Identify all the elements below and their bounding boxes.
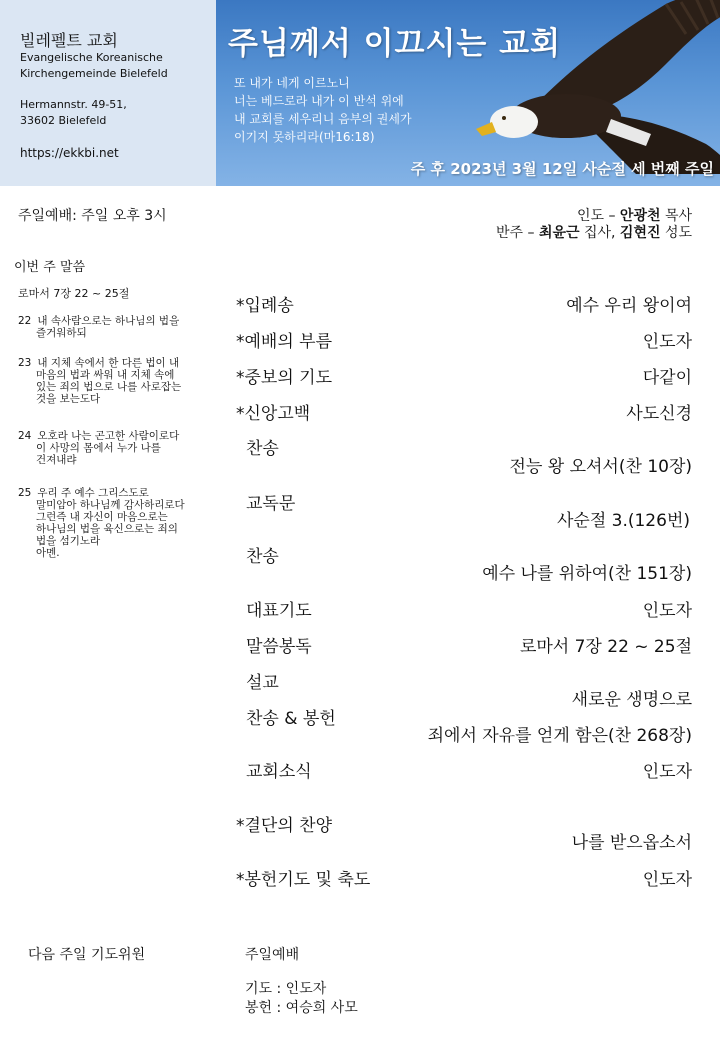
verse-text: 아멘. bbox=[36, 547, 60, 559]
order-value: 새로운 생명으로 bbox=[571, 690, 692, 710]
service-time: 주일예배: 주일 오후 3시 bbox=[18, 208, 167, 224]
church-name-german-line2: Kirchengemeinde Bielefeld bbox=[20, 67, 168, 80]
banner-verse-line: 이기지 못하리라(마16:18) bbox=[234, 130, 375, 144]
order-value: 예수 우리 왕이여 bbox=[566, 296, 692, 316]
order-value: 인도자 bbox=[642, 601, 692, 621]
verse-24 bbox=[18, 430, 218, 466]
banner-title: 주님께서 이끄시는 교회 bbox=[228, 26, 562, 62]
leader-title: 목사 bbox=[660, 208, 692, 224]
accomp-title-2: 성도 bbox=[660, 225, 692, 241]
banner-verse-line: 또 내가 네게 이르노니 bbox=[234, 76, 350, 90]
accompanist-line bbox=[496, 222, 692, 242]
address-line2: 33602 Bielefeld bbox=[20, 114, 107, 127]
order-value: 다같이 bbox=[642, 368, 692, 388]
banner-verse-line: 내 교회를 세우리니 음부의 권세가 bbox=[234, 112, 412, 126]
next-week-offering: 봉헌 : 여승희 사모 bbox=[245, 1000, 358, 1016]
leader-prefix: 인도 – bbox=[576, 208, 620, 224]
church-name: 빌레펠트 교회 bbox=[20, 31, 118, 50]
verse-text: 내 속사람으로는 하나님의 법을 bbox=[37, 315, 180, 327]
order-label: *예배의 부름 bbox=[236, 332, 333, 352]
next-week-service: 주일예배 bbox=[245, 947, 300, 963]
next-week-prayer: 기도 : 인도자 bbox=[245, 981, 327, 997]
next-week-heading: 다음 주일 기도위원 bbox=[28, 947, 146, 963]
verse-text: 마음의 법과 싸워 내 지체 속에 bbox=[36, 369, 175, 381]
verse-text: 건져내랴 bbox=[36, 454, 77, 466]
verse-text: 이 사망의 몸에서 누가 나를 bbox=[36, 442, 161, 454]
verse-text: 있는 죄의 법으로 나를 사로잡는 bbox=[36, 381, 182, 393]
order-value: 예수 나를 위하여(찬 151장) bbox=[482, 564, 692, 584]
order-label: 교독문 bbox=[246, 494, 296, 514]
verse-text: 내 지체 속에서 한 다른 법이 내 bbox=[37, 357, 180, 369]
church-name-german-line1: Evangelische Koreanische bbox=[20, 51, 163, 64]
order-value: 나를 받으옵소서 bbox=[571, 833, 692, 853]
accomp-prefix: 반주 – bbox=[495, 225, 539, 241]
verse-text: 말미암아 하나님께 감사하리로다 bbox=[36, 499, 185, 511]
order-label: *입례송 bbox=[236, 296, 294, 316]
order-value: 로마서 7장 22 ~ 25절 bbox=[519, 637, 692, 657]
verse-number: 22 bbox=[18, 315, 32, 327]
banner-verse-line: 너는 베드로라 내가 이 반석 위에 bbox=[234, 94, 404, 108]
church-info-box bbox=[0, 0, 216, 186]
order-value: 사도신경 bbox=[626, 404, 692, 424]
accomp-name-1: 최윤근 bbox=[538, 225, 580, 241]
order-value: 죄에서 자유를 얻게 함은(찬 268장) bbox=[427, 726, 692, 746]
verse-number: 25 bbox=[18, 487, 32, 499]
order-label: *중보의 기도 bbox=[236, 368, 333, 388]
order-value: 전능 왕 오셔서(찬 10장) bbox=[509, 457, 692, 477]
accomp-name-2: 김현진 bbox=[619, 225, 661, 241]
order-label: *신앙고백 bbox=[236, 404, 311, 424]
order-label: *결단의 찬양 bbox=[236, 816, 333, 836]
order-label: 말씀봉독 bbox=[246, 637, 312, 657]
banner bbox=[216, 0, 720, 186]
banner-date: 주 후 2023년 3월 12일 사순절 세 번째 주일 bbox=[410, 160, 714, 178]
word-reference: 로마서 7장 22 ~ 25절 bbox=[18, 287, 130, 300]
verse-22 bbox=[18, 315, 218, 339]
verse-text: 그런즉 내 자신이 마음으로는 bbox=[36, 511, 168, 523]
verse-text: 즐거워하되 bbox=[36, 327, 87, 339]
accomp-title-1: 집사, bbox=[579, 225, 620, 241]
order-value: 인도자 bbox=[642, 870, 692, 890]
verse-text: 것을 보는도다 bbox=[36, 393, 101, 405]
verse-text: 오호라 나는 곤고한 사람이로다 bbox=[37, 430, 180, 442]
order-value: 인도자 bbox=[642, 762, 692, 782]
website-link[interactable]: https://ekkbi.net bbox=[20, 146, 119, 160]
order-value: 사순절 3.(126번) bbox=[556, 511, 690, 531]
verse-text: 하나님의 법을 육신으로는 죄의 bbox=[36, 523, 178, 535]
order-label: *봉헌기도 및 축도 bbox=[236, 870, 371, 890]
verse-23 bbox=[18, 357, 218, 405]
address-line1: Hermannstr. 49-51, bbox=[20, 98, 127, 111]
order-value: 인도자 bbox=[642, 332, 692, 352]
order-label: 설교 bbox=[246, 673, 279, 693]
verse-number: 24 bbox=[18, 430, 32, 442]
order-label: 찬송 bbox=[246, 439, 279, 459]
order-label: 교회소식 bbox=[246, 762, 312, 782]
word-heading: 이번 주 말씀 bbox=[14, 260, 86, 275]
verse-text: 법을 섬기노라 bbox=[36, 535, 101, 547]
verse-25 bbox=[18, 487, 218, 559]
verse-text: 우리 주 예수 그리스도로 bbox=[37, 487, 149, 499]
leader-name: 안광천 bbox=[619, 208, 661, 224]
order-label: 대표기도 bbox=[246, 601, 312, 621]
order-label: 찬송 bbox=[246, 547, 279, 567]
verse-number: 23 bbox=[18, 357, 32, 369]
order-label: 찬송 & 봉헌 bbox=[246, 709, 336, 729]
